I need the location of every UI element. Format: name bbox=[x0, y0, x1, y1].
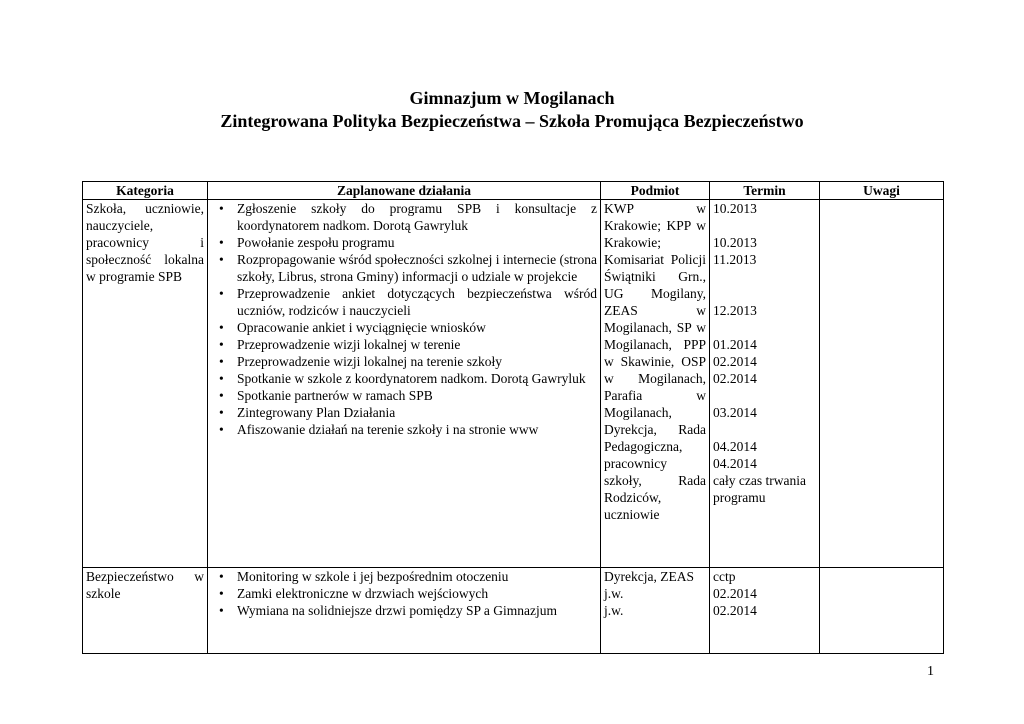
actions-list bbox=[211, 568, 597, 619]
list-item: • Spotkanie w szkole z koordynatorem nadkom. Dorotą Gawryluk bbox=[211, 370, 597, 387]
termin-line: cały czas trwania bbox=[713, 473, 806, 488]
cell-podmiot: KWP w Krakowie; KPP w Krakowie; Komisariat Policji Świątniki Grn., UG Mogilany, ZEAS w Mogilanach, SP w Mogilanach, PPP w Skawinie, OSP w Mogilanach, Parafia w Mogilanach, Dyrekcja, Rada Pedagogiczna, pracownicy szkoły, Rada Rodziców, uczniowie bbox=[601, 200, 710, 568]
header-dzialania: Zaplanowane działania bbox=[208, 182, 601, 200]
termin-line bbox=[713, 285, 816, 302]
document-title: Gimnazjum w Mogilanach bbox=[409, 88, 615, 108]
header-kategoria: Kategoria bbox=[83, 182, 208, 200]
termin-line bbox=[713, 217, 816, 234]
termin-line bbox=[713, 387, 816, 404]
actions-list bbox=[211, 200, 597, 438]
termin-line: 11.2013 bbox=[713, 252, 757, 267]
cell-kategoria: Szkoła, uczniowie, nauczyciele, pracownicy i społeczność lokalna w programie SPB bbox=[83, 200, 208, 568]
table-row bbox=[83, 200, 944, 568]
termin-line: 02.2014 bbox=[713, 371, 757, 386]
cell-uwagi bbox=[820, 200, 944, 568]
list-item: • Przeprowadzenie wizji lokalnej na terenie szkoły bbox=[211, 353, 597, 370]
termin-line: 02.2014 bbox=[713, 586, 757, 601]
header-termin: Termin bbox=[710, 182, 820, 200]
termin-line: 12.2013 bbox=[713, 303, 757, 318]
cell-podmiot bbox=[601, 568, 710, 654]
termin-line bbox=[713, 319, 816, 336]
list-item: • Spotkanie partnerów w ramach SPB bbox=[211, 387, 597, 404]
termin-line: programu bbox=[713, 490, 766, 505]
document-subtitle: Zintegrowana Polityka Bezpieczeństwa – Szkoła Promująca Bezpieczeństwo bbox=[220, 111, 804, 131]
podmiot-line: j.w. bbox=[604, 586, 624, 601]
list-item: • Rozpropagowanie wśród społeczności szkolnej i internecie (strona szkoły, Librus, strona Gminy) informacji o udziale w projekcie bbox=[211, 251, 597, 285]
termin-line: 04.2014 bbox=[713, 439, 757, 454]
cell-termin bbox=[710, 568, 820, 654]
list-item: • Wymiana na solidniejsze drzwi pomiędzy SP a Gimnazjum bbox=[211, 602, 597, 619]
termin-line: 03.2014 bbox=[713, 405, 757, 420]
list-item: • Zgłoszenie szkoły do programu SPB i konsultacje z koordynatorem nadkom. Dorotą Gawryluk bbox=[211, 200, 597, 234]
termin-line: 01.2014 bbox=[713, 337, 757, 352]
table-header-row bbox=[83, 182, 944, 200]
list-item: • Przeprowadzenie wizji lokalnej w terenie bbox=[211, 336, 597, 353]
podmiot-line: j.w. bbox=[604, 603, 624, 618]
termin-line: 02.2014 bbox=[713, 354, 757, 369]
termin-line bbox=[713, 268, 816, 285]
termin-line: 02.2014 bbox=[713, 603, 757, 618]
cell-dzialania bbox=[208, 200, 601, 568]
list-item: • Afiszowanie działań na terenie szkoły i na stronie www bbox=[211, 421, 597, 438]
cell-uwagi bbox=[820, 568, 944, 654]
termin-line: 04.2014 bbox=[713, 456, 757, 471]
cell-kategoria: Bezpieczeństwo w szkole bbox=[83, 568, 208, 654]
list-item: • Przeprowadzenie ankiet dotyczących bezpieczeństwa wśród uczniów, rodziców i nauczycieli bbox=[211, 285, 597, 319]
cell-termin bbox=[710, 200, 820, 568]
plan-table bbox=[82, 181, 944, 654]
termin-line: cctp bbox=[713, 569, 736, 584]
list-item: • Monitoring w szkole i jej bezpośrednim otoczeniu bbox=[211, 568, 597, 585]
termin-line: 10.2013 bbox=[713, 235, 757, 250]
page-number: 1 bbox=[927, 664, 934, 679]
list-item: • Zintegrowany Plan Działania bbox=[211, 404, 597, 421]
header-podmiot: Podmiot bbox=[601, 182, 710, 200]
list-item: • Zamki elektroniczne w drzwiach wejściowych bbox=[211, 585, 597, 602]
termin-line bbox=[713, 421, 816, 438]
list-item: • Powołanie zespołu programu bbox=[211, 234, 597, 251]
termin-line: 10.2013 bbox=[713, 201, 757, 216]
table-row bbox=[83, 568, 944, 654]
podmiot-line: Dyrekcja, ZEAS bbox=[604, 569, 694, 584]
list-item: • Opracowanie ankiet i wyciągnięcie wniosków bbox=[211, 319, 597, 336]
cell-dzialania bbox=[208, 568, 601, 654]
header-uwagi: Uwagi bbox=[820, 182, 944, 200]
